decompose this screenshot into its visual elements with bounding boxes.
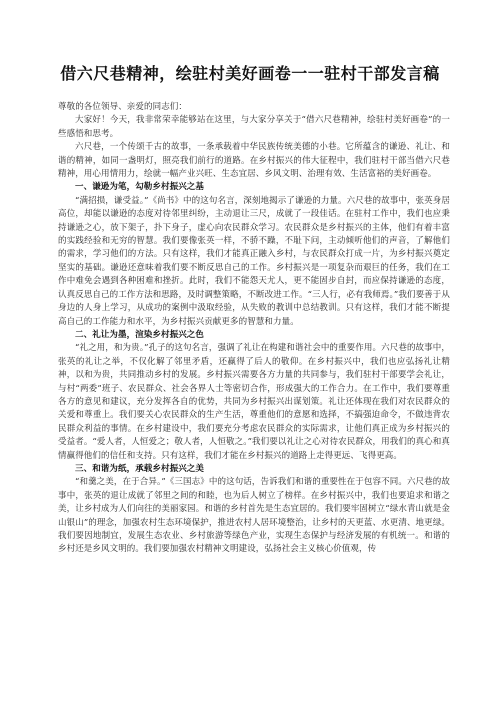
greeting: 尊敬的各位领导、亲爱的同志们：: [58, 102, 188, 112]
paragraph-intro: 大家好！今天，我非常荣幸能够站在这里，与大家分享关于“借六尺巷精神，绘驻村美好画卷”的一些感悟和思考。: [58, 115, 450, 139]
section-heading-2: 二、礼让为墨，渲染乡村振兴之色: [75, 329, 205, 340]
section-heading-1: 一、谦逊为笔，勾勒乡村振兴之基: [75, 182, 205, 193]
section-heading-3: 三、和谐为纸，承载乡村振兴之美: [75, 463, 205, 474]
section-paragraph-2: “礼之用，和为贵。”孔子的这句名言，强调了礼让在构建和谐社会中的重要作用。六尺巷的故事中，张英的礼让之举，不仅化解了邻里矛盾，还赢得了后人的敬仰。在乡村振兴中，我们也应弘扬礼让精神，以和为贵，共同推动乡村的发展。乡村振兴需要各方力量的共同参与，我们驻村干部要学会礼让，与村“两委”班子、农民群众、社会各界人士等密切合作，形成强大的工作合力。在工作中，我们要尊重各方的意见和建议，充分发挥各自的优势，共同为乡村振兴出谋划策。礼让还体现在我们对农民群众的关爱和尊重上。我们要关心农民群众的生产生活，尊重他们的意愿和选择，不搞强迫命令，不做违背农民群众利益的事情。在乡村建设中，我们要充分考虑农民群众的实际需求，让他们真正成为乡村振兴的受益者。“爱人者，人恒爱之；敬人者，人恒敬之。”我们要以礼让之心对待农民群众，用我们的真心和真情赢得他们的信任和支持。只有这样，我们才能在乡村振兴的道路上走得更远、飞得更高。: [58, 343, 450, 461]
section-paragraph-1: “满招损，谦受益。”《尚书》中的这句名言，深刻地揭示了谦逊的力量。六尺巷的故事中，张英身居高位，却能以谦逊的态度对待邻里纠纷，主动退让三尺，成就了一段佳话。在驻村工作中，我们也应秉持谦逊之心，放下架子，扑下身子，虚心向农民群众学习。农民群众是乡村振兴的主体，他们有着丰富的实践经验和无穷的智慧。我们要像张英一样，不骄不躁，不耻下问，主动倾听他们的声音，了解他们的需求，学习他们的方法。只有这样，我们才能真正融入乡村，与农民群众打成一片，为乡村振兴奠定坚实的基础。谦逊还意味着我们要不断反思自己的工作。乡村振兴是一项复杂而艰巨的任务，我们在工作中难免会遇到各种困难和挫折。此时，我们不能怨天尤人，更不能固步自封，而应保持谦逊的态度，认真反思自己的工作方法和思路，及时调整策略，不断改进工作。“三人行，必有我师焉。”我们要善于从身边的人身上学习，从成功的案例中汲取经验，从失败的教训中总结教训。只有这样，我们才能不断提高自己的工作能力和水平，为乡村振兴贡献更多的智慧和力量。: [58, 195, 450, 327]
page-title: 借六尺巷精神，绘驻村美好画卷一一驻村干部发言稿: [60, 64, 440, 83]
section-paragraph-3: “和羹之美，在于合异。”《三国志》中的这句话，告诉我们和谐的重要性在于包容不同。六尺巷的故事中，张英的退让成就了邻里之间的和睦，也为后人树立了榜样。在乡村振兴中，我们也要追求和谐之美，让乡村成为人们向往的美丽家园。和谐的乡村首先是生态宜居的。我们要牢固树立“绿水青山就是金山银山”的理念，加强农村生态环境保护，推进农村人居环境整治，让乡村的天更蓝、水更清、地更绿。我们要因地制宜，发展生态农业、乡村旅游等绿色产业，实现生态保护与经济发展的有机统一。和谐的乡村还是乡风文明的。我们要加强农村精神文明建设，弘扬社会主义核心价值观，传: [58, 477, 450, 555]
document-body: [58, 101, 450, 557]
paragraph-six-chi-lane: 六尺巷，一个传颂千古的故事，一条承载着中华民族传统美德的小巷。它所蕴含的谦逊、礼让、和谐的精神，如同一盏明灯，照亮我们前行的道路。在乡村振兴的伟大征程中，我们驻村干部当借六尺巷精神，用心用情用力，绘就一幅产业兴旺、生态宜居、乡风文明、治理有效、生活富裕的美好画卷。: [58, 142, 450, 180]
